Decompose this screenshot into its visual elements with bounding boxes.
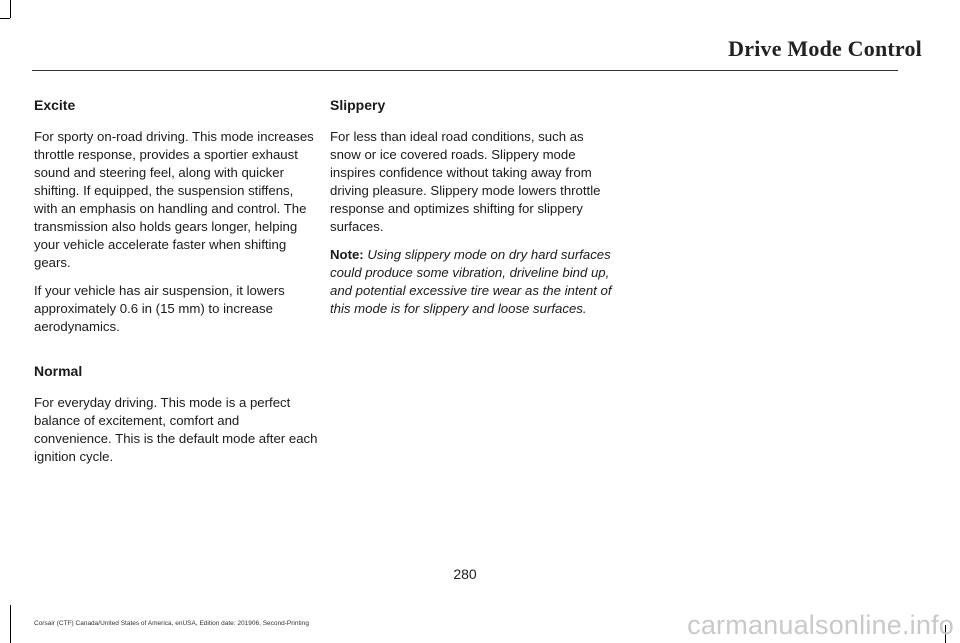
edition-footer: Corsair (CTF) Canada/United States of America, enUSA, Edition date: 201906, Second-Printing: [34, 620, 309, 627]
crop-mark-top-left-vertical: [10, 0, 11, 18]
crop-mark-bottom-left-vertical: [10, 605, 11, 643]
title-divider: [32, 70, 898, 71]
page-number: 280: [453, 566, 477, 582]
excite-paragraph-2: If your vehicle has air suspension, it lowers approximately 0.6 in (15 mm) to increase aerodynamics.: [34, 283, 285, 334]
slippery-paragraph-1: For less than ideal road conditions, such as snow or ice covered roads. Slippery mode inspires confidence without taking away from driving pleasure. Slippery mode lowers throttle response and optimizes shifting for slippery surfaces.: [330, 129, 601, 234]
crop-mark-top-left-horizontal: [0, 18, 10, 19]
section-heading-normal: Normal: [34, 363, 83, 379]
section-heading-slippery: Slippery: [330, 97, 386, 113]
excite-paragraph-1: For sporty on-road driving. This mode increases throttle response, provides a sportier exhaust sound and steering feel, along with quicker shifting. If equipped, the suspension stiffens, with an emphasis on handling and control. The transmission also holds gears longer, helping your vehicle accelerate faster when shifting gears.: [34, 129, 314, 270]
page-title: Drive Mode Control: [728, 36, 922, 61]
note-label: Note:: [330, 247, 364, 262]
left-column: [34, 96, 320, 476]
normal-paragraph-1: For everyday driving. This mode is a perfect balance of excitement, comfort and convenience. This is the default mode after each ignition cycle.: [34, 395, 318, 464]
note-paragraph: [330, 246, 616, 318]
watermark: carmanualsonline.info: [687, 610, 954, 640]
section-heading-excite: Excite: [34, 97, 76, 113]
right-column: [330, 96, 616, 328]
note-text: Using slippery mode on dry hard surfaces could produce some vibration, driveline bind up, and potential excessive tire wear as the intent of this mode is for slippery and loose surfaces.: [330, 247, 612, 316]
